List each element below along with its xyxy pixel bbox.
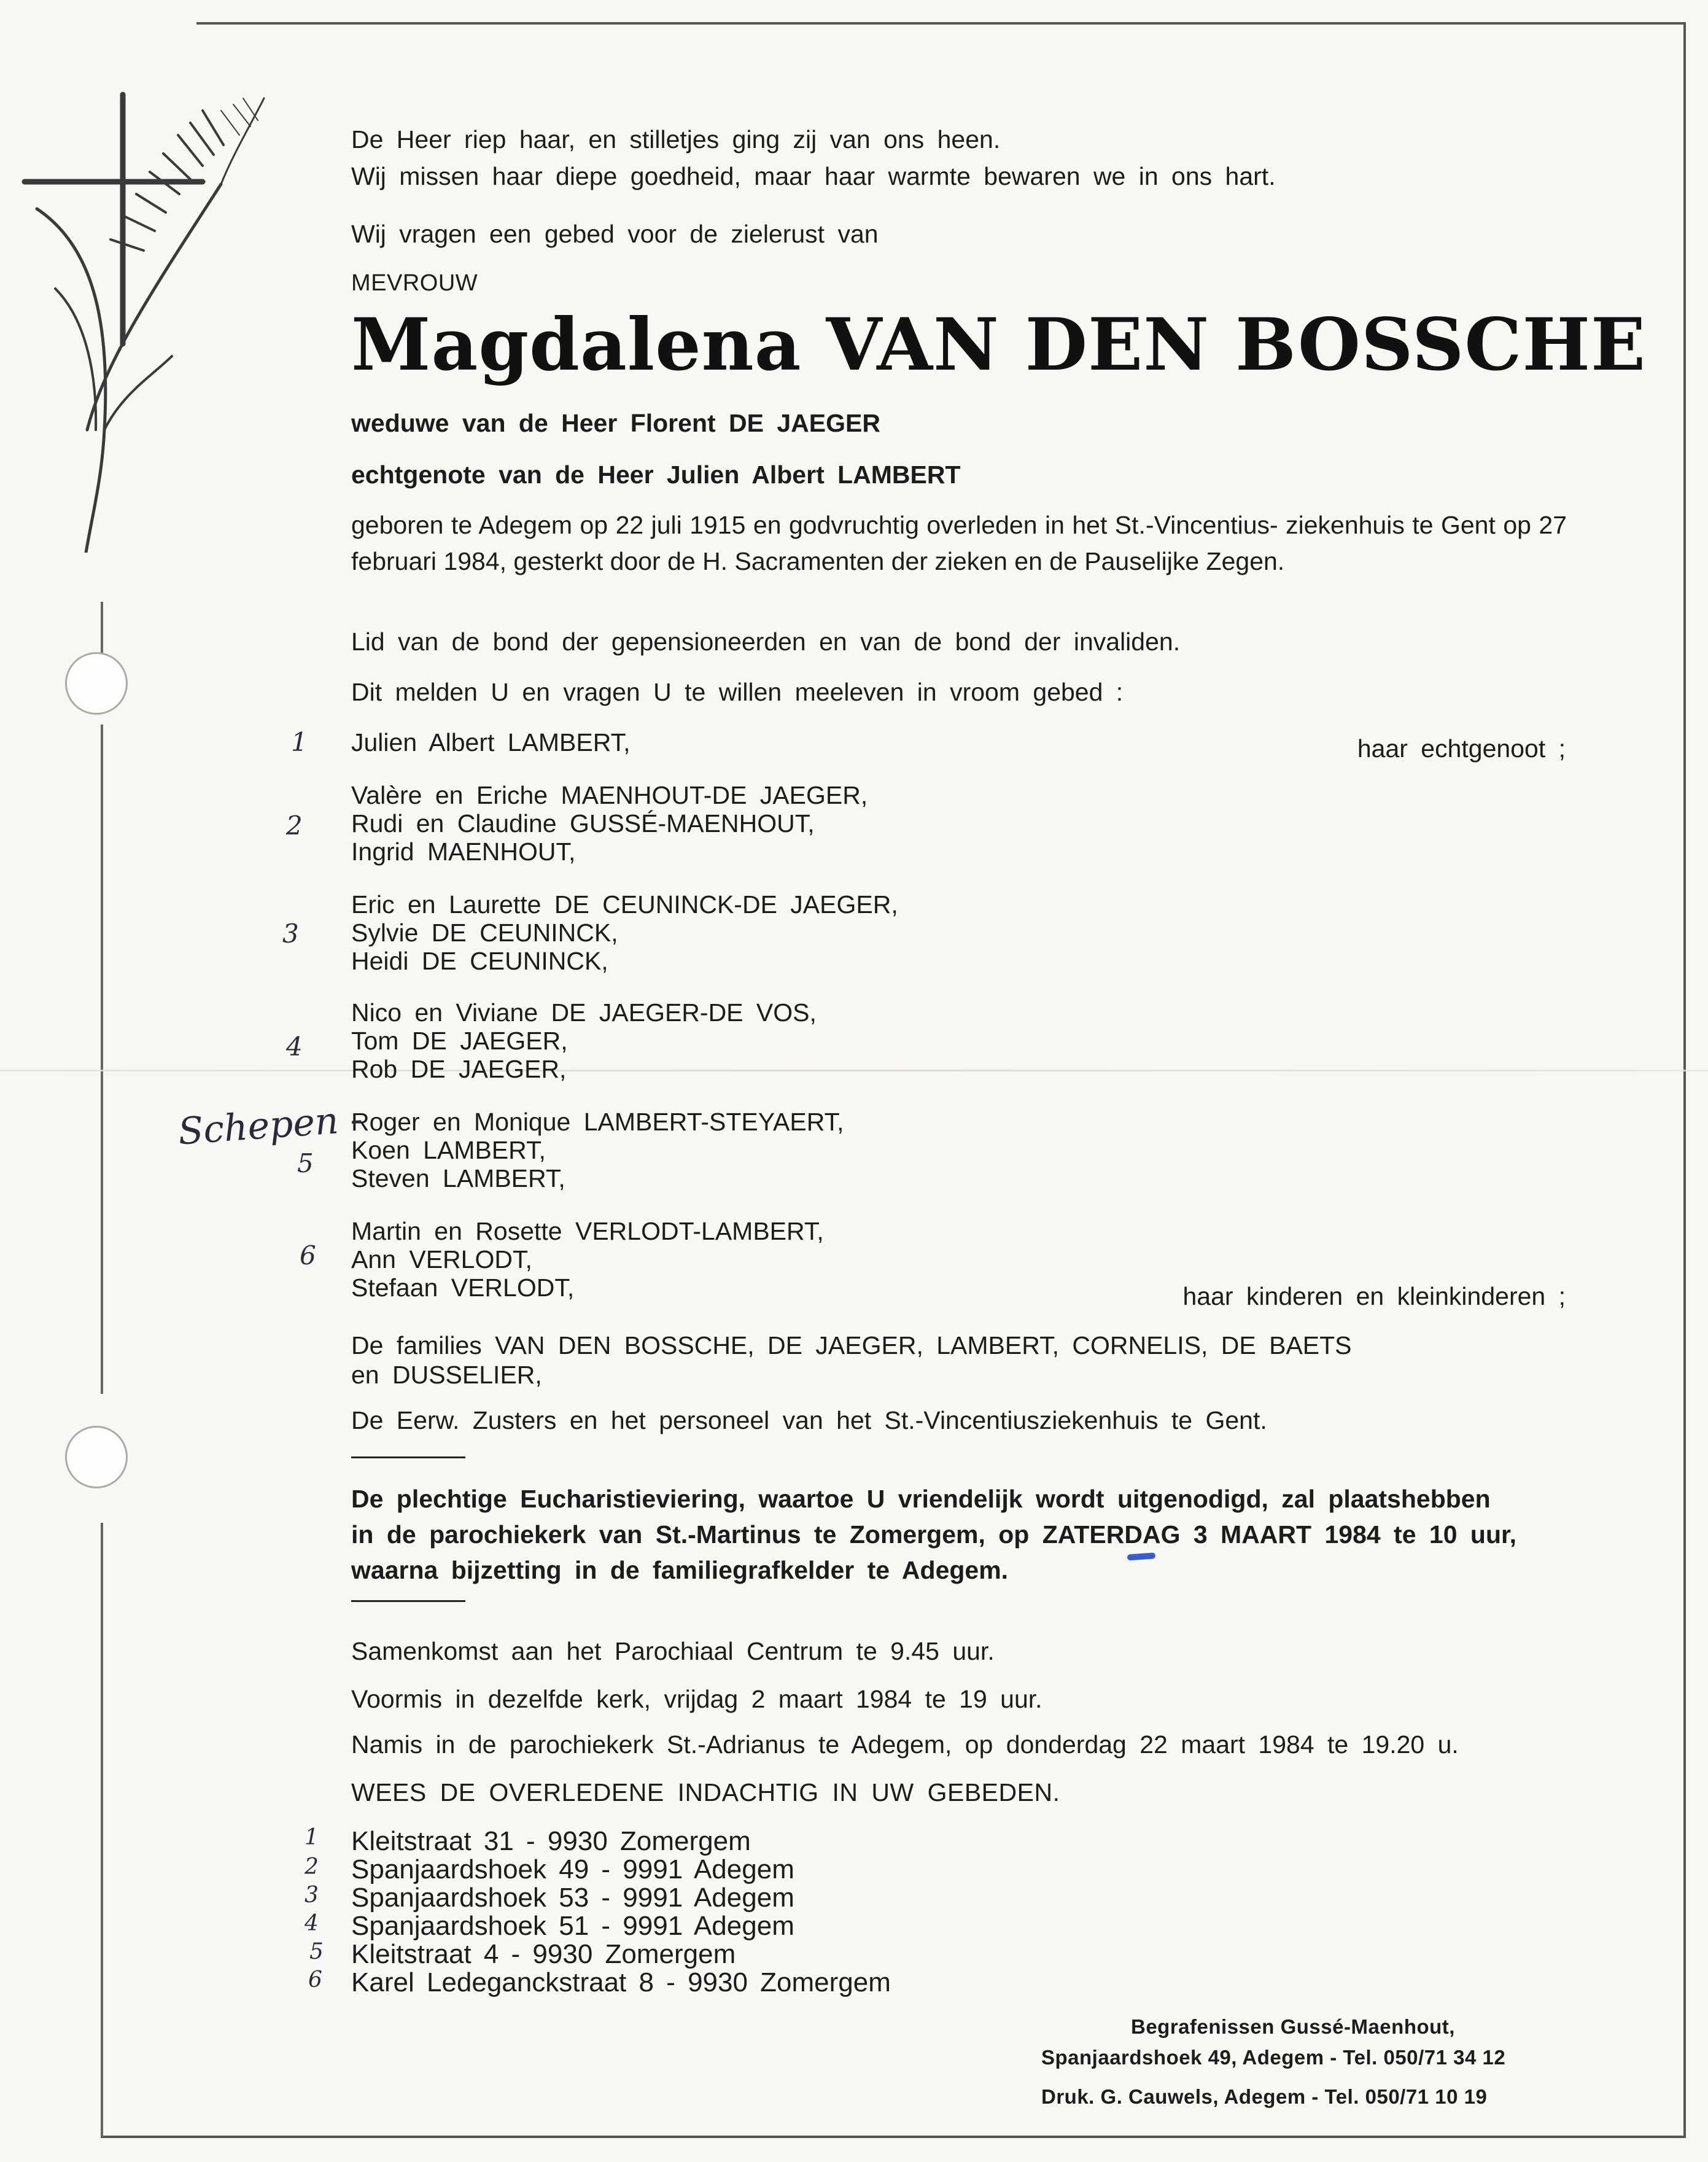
sisters-staff-line: De Eerw. Zusters en het personeel van het St.-Vincentiusziekenhuis te Gent. (351, 1406, 1267, 1434)
mourner-line: Stefaan VERLODT, (351, 1273, 575, 1302)
mourner-line: Heidi DE CEUNINCK, (351, 947, 608, 975)
handwritten-number: 5 (309, 1939, 324, 1964)
spouse-of-line: echtgenote van de Heer Julien Albert LAMBERT (351, 461, 961, 489)
mourner-line: Martin en Rosette VERLODT-LAMBERT, (351, 1217, 824, 1245)
handwritten-number: 6 (300, 1240, 316, 1270)
frame-top-line (196, 22, 1686, 25)
intro-line-2: Wij missen haar diepe goedheid, maar haar warmte bewaren we in ons hart. (351, 162, 1276, 190)
mourner-line: Steven LAMBERT, (351, 1164, 565, 1192)
mourner-line: Tom DE JAEGER, (351, 1027, 568, 1055)
frame-right-line (1683, 22, 1686, 2138)
mourner-line: Ann VERLODT, (351, 1245, 532, 1273)
handwritten-number: 6 (308, 1967, 322, 1993)
mourner-line: Rob DE JAEGER, (351, 1055, 567, 1083)
undertaker-name: Begrafenissen Gussé-Maenhout, (1131, 2015, 1455, 2038)
mourner-line: Sylvie DE CEUNINCK, (351, 919, 618, 947)
remember-line: WEES DE OVERLEDENE INDACHTIG IN UW GEBEDEN. (351, 1778, 1060, 1806)
handwritten-number: 4 (286, 1032, 303, 1062)
mourner-line: Eric en Laurette DE CEUNINCK-DE JAEGER, (351, 890, 898, 919)
divider-rule (351, 1600, 465, 1602)
families-line-2: en DUSSELIER, (351, 1361, 542, 1389)
mourner-line: Valère en Eriche MAENHOUT-DE JAEGER, (351, 781, 868, 809)
handwritten-number: 1 (291, 727, 308, 757)
intro-line-1: De Heer riep haar, en stilletjes ging zij van ons heen. (351, 125, 1001, 154)
mourner-line: Koen LAMBERT, (351, 1136, 546, 1164)
address-line: Kleitstraat 4 - 9930 Zomergem (351, 1939, 736, 1969)
deceased-last-name: VAN DEN BOSSCHE (826, 302, 1647, 387)
printer-line: Druk. G. Cauwels, Adegem - Tel. 050/71 10 19 (1041, 2085, 1488, 2108)
mourner-line: Nico en Viviane DE JAEGER-DE VOS, (351, 998, 817, 1027)
pen-underline-mark (1127, 1552, 1156, 1560)
mourner-line: Rudi en Claudine GUSSÉ-MAENHOUT, (351, 809, 815, 838)
widow-of-line: weduwe van de Heer Florent DE JAEGER (351, 409, 880, 437)
pre-mass-line: Voormis in dezelfde kerk, vrijdag 2 maart 1984 te 19 uur. (351, 1685, 1042, 1713)
gathering-line: Samenkomst aan het Parochiaal Centrum te 9.45 uur. (351, 1637, 995, 1665)
spouse-role: haar echtgenoot ; (1357, 734, 1566, 763)
handwritten-number: 2 (305, 1854, 319, 1880)
ceremony-line-3: waarna bijzetting in de familiegrafkelder te Adegem. (351, 1556, 1009, 1584)
frame-left-line (101, 725, 103, 1394)
birth-death-paragraph: geboren te Adegem op 22 juli 1915 en godvruchtig overleden in het St.-Vincentius- ziekenhuis te Gent op 27 februari 1984, gesterkt door de H. Sacramenten der zieken en de Pauselijke Zegen. (351, 511, 1567, 575)
address-line: Spanjaardshoek 53 - 9991 Adegem (351, 1883, 794, 1913)
mourner-line: Ingrid MAENHOUT, (351, 838, 576, 866)
punch-hole (65, 652, 128, 715)
cross-with-wheat-icon (18, 86, 276, 553)
address-line: Spanjaardshoek 51 - 9991 Adegem (351, 1911, 794, 1941)
address-line: Kleitstraat 31 - 9930 Zomergem (351, 1826, 751, 1856)
membership-line: Lid van de bond der gepensioneerden en van de bond der invaliden. (351, 628, 1181, 656)
punch-hole (65, 1426, 128, 1488)
families-line-1: De families VAN DEN BOSSCHE, DE JAEGER, LAMBERT, CORNELIS, DE BAETS (351, 1331, 1352, 1359)
undertaker-address: Spanjaardshoek 49, Adegem - Tel. 050/71 34 12 (1041, 2046, 1506, 2069)
handwritten-number: 4 (305, 1911, 319, 1936)
honorific: MEVROUW (351, 270, 478, 296)
handwritten-note: Schepen - (176, 1097, 364, 1154)
mourner-spouse: Julien Albert LAMBERT, (351, 728, 631, 756)
ceremony-line-2: in de parochiekerk van St.-Martinus te Zomergem, op ZATERDAG 3 MAART 1984 te 10 uur, (351, 1520, 1517, 1549)
ceremony-line-1: De plechtige Eucharistieviering, waartoe U vriendelijk wordt uitgenodigd, zal plaatshebben (351, 1485, 1491, 1513)
divider-rule (351, 1456, 465, 1458)
frame-bottom-line (101, 2136, 1686, 2138)
handwritten-number: 3 (282, 919, 299, 949)
handwritten-number: 3 (305, 1883, 319, 1908)
paper-fold-crease (0, 1070, 1708, 1071)
children-role: haar kinderen en kleinkinderen ; (1182, 1282, 1566, 1310)
address-line: Spanjaardshoek 49 - 9991 Adegem (351, 1854, 794, 1884)
handwritten-number: 1 (305, 1825, 319, 1850)
address-line: Karel Ledeganckstraat 8 - 9930 Zomergem (351, 1967, 891, 1997)
intro-prayer-request: Wij vragen een gebed voor de zielerust van (351, 220, 879, 248)
deceased-first-name: Magdalena (351, 302, 802, 387)
handwritten-number: 5 (297, 1148, 314, 1178)
post-mass-line: Namis in de parochiekerk St.-Adrianus te Adegem, op donderdag 22 maart 1984 te 19.20 u. (351, 1730, 1459, 1759)
deceased-name (351, 302, 1646, 387)
mourner-line: Roger en Monique LAMBERT-STEYAERT, (351, 1108, 844, 1136)
handwritten-number: 2 (286, 811, 303, 841)
frame-left-line (101, 1523, 103, 2137)
announcement-line: Dit melden U en vragen U te willen meeleven in vroom gebed : (351, 678, 1124, 706)
